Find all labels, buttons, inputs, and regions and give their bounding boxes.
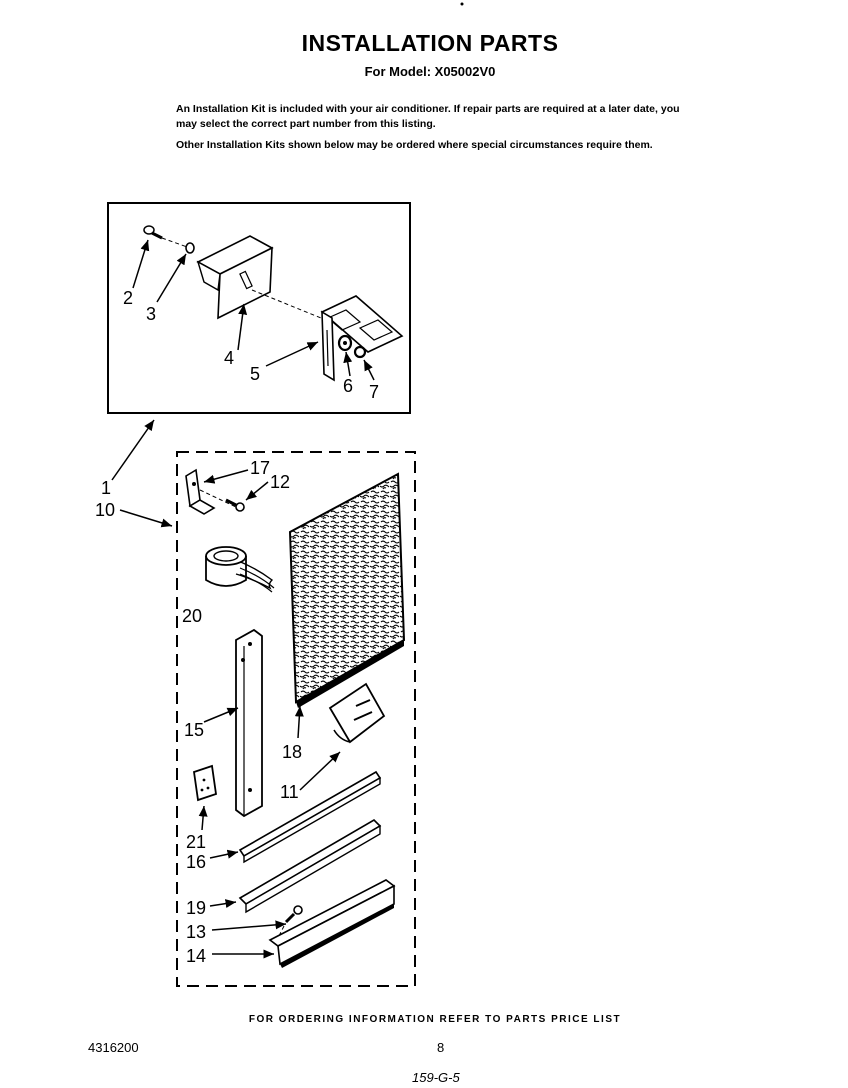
model-subtitle: For Model: X05002V0	[364, 64, 496, 79]
callout-20: 20	[182, 606, 203, 626]
handwritten-note: 159-G-5	[412, 1070, 460, 1085]
part-7-washer	[355, 347, 365, 357]
callout-5: 5	[250, 364, 261, 384]
part-21-foam-block	[194, 766, 216, 800]
document-number: 4316200	[88, 1040, 139, 1055]
callout-14: 14	[186, 946, 207, 966]
part-15-vertical-channel	[236, 630, 262, 816]
callout-4: 4	[224, 348, 235, 368]
callout-1: 1	[101, 478, 112, 498]
callout-15: 15	[184, 720, 205, 740]
callout-21: 21	[186, 832, 207, 852]
callout-18: 18	[282, 742, 303, 762]
callout-2: 2	[123, 288, 134, 308]
callout-17: 17	[250, 458, 271, 478]
part-14-sill-rail	[270, 880, 394, 968]
callout-7: 7	[369, 382, 380, 402]
callout-10: 10	[95, 500, 116, 520]
intro-paragraph-1: An Installation Kit is included with your air conditioner. If repair parts are required at a later date, you may select the correct part number from this listing.	[176, 103, 680, 130]
page-title: INSTALLATION PARTS	[301, 30, 559, 56]
part-12-screw	[226, 500, 244, 511]
part-6-nut	[339, 336, 351, 350]
callout-3: 3	[146, 304, 157, 324]
part-3-washer	[186, 243, 194, 253]
callout-12: 12	[270, 472, 291, 492]
callout-16: 16	[186, 852, 207, 872]
callout-11: 11	[280, 782, 299, 802]
part-18-foam-panel	[290, 474, 404, 708]
part-4-bracket-cover	[198, 236, 326, 320]
intro-paragraph-2: Other Installation Kits shown below may be ordered where special circumstances require them.	[176, 139, 653, 151]
callout-6: 6	[343, 376, 354, 396]
part-5-angle-bracket	[322, 296, 402, 380]
callout-19: 19	[186, 898, 207, 918]
part-2-screw	[144, 226, 190, 248]
scan-speck	[461, 3, 464, 6]
part-20-tape-roll	[206, 547, 274, 592]
page-number: 8	[437, 1040, 445, 1055]
part-17-small-bracket	[186, 470, 238, 514]
ordering-note: FOR ORDERING INFORMATION REFER TO PARTS PRICE LIST	[248, 1014, 622, 1025]
callout-13: 13	[186, 922, 207, 942]
part-11-clip	[330, 684, 384, 742]
